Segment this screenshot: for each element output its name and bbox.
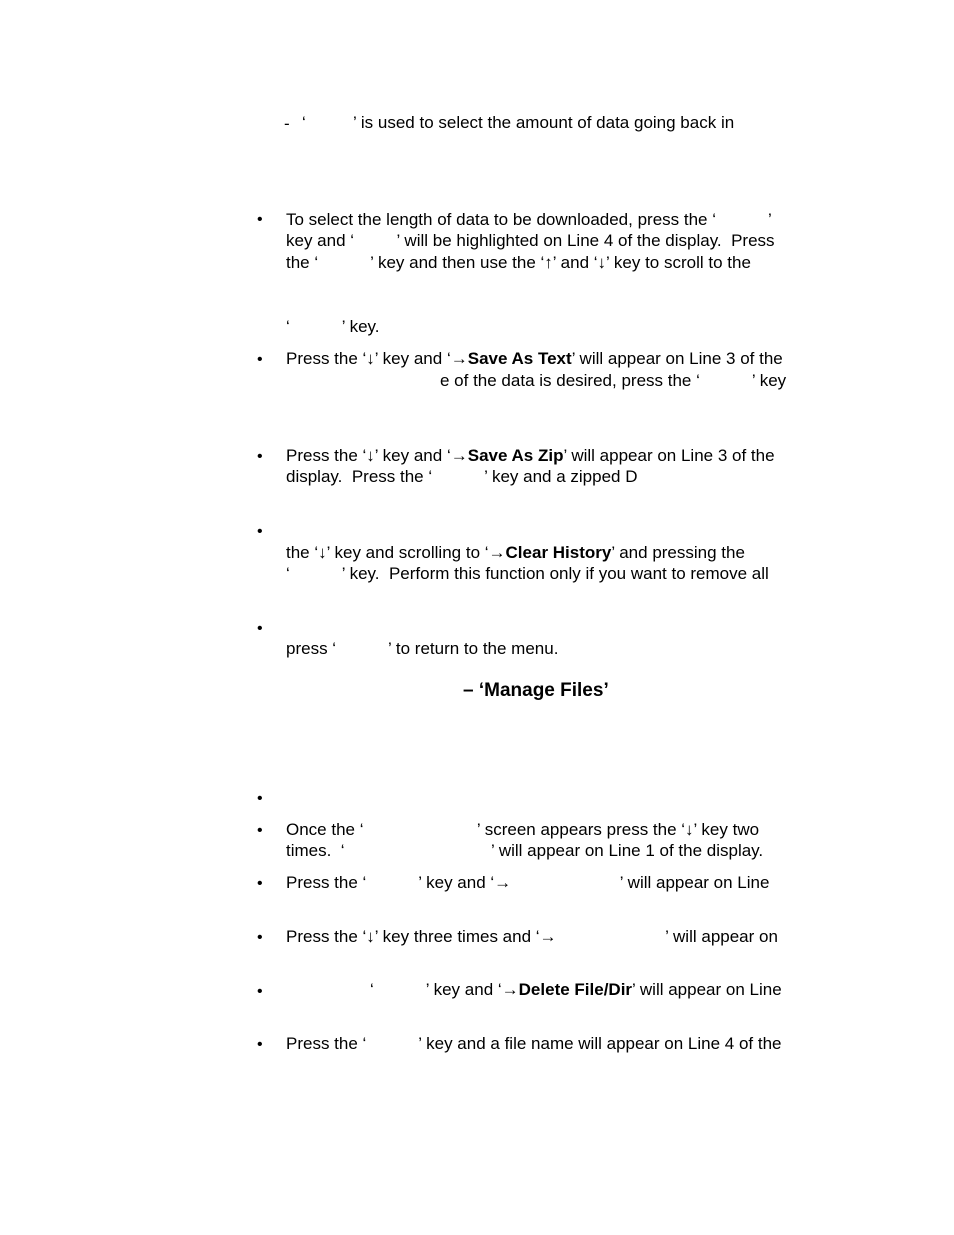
bullet-icon: • [257, 822, 263, 839]
text-line: key and ‘ ’ will be highlighted on Line 4 of the display. Press [286, 231, 775, 250]
text-line: ‘ ’ is used to select the amount of data going back in [302, 113, 735, 132]
text-line [370, 979, 782, 1000]
text-segment: ‘ ’ key and ‘→ [370, 980, 519, 999]
text-line: Press the ‘ ’ key and ‘→ ’ will appear on Line [286, 873, 770, 892]
bullet-icon: • [257, 875, 263, 892]
bullet-icon: • [257, 1036, 263, 1053]
section-heading: – ‘Manage Files’ [463, 680, 609, 701]
text-line: Once the ‘ ’ screen appears press the ‘↓’ key two [286, 820, 760, 839]
text-line [286, 445, 775, 466]
text-segment: ’ will appear on Line 3 of the [563, 446, 775, 465]
bullet-icon: • [257, 620, 263, 637]
text-line: ‘ ’ key. [286, 317, 380, 336]
text-line: e of the data is desired, press the ‘ ’ key [440, 371, 787, 390]
bullet-icon: • [257, 523, 263, 540]
text-segment: Press the ‘↓’ key and ‘→ [286, 349, 468, 368]
text-line [286, 542, 745, 563]
bullet-icon: • [257, 448, 263, 465]
text-line: press ‘ ’ to return to the menu. [286, 639, 559, 658]
text-segment: ’ will appear on Line 3 of the [571, 349, 783, 368]
list-dash: - [284, 114, 290, 133]
text-line: the ‘ ’ key and then use the ‘↑’ and ‘↓’ key to scroll to the [286, 253, 751, 272]
bullet-icon: • [257, 351, 263, 368]
bold-term: Delete File/Dir [518, 980, 633, 999]
bold-term: Save As Text [467, 349, 572, 368]
text-line: Press the ‘ ’ key and a file name will appear on Line 4 of the [286, 1034, 782, 1053]
bold-term: Clear History [505, 543, 612, 562]
text-segment: Press the ‘↓’ key and ‘→ [286, 446, 468, 465]
text-line [286, 348, 783, 369]
bullet-icon: • [257, 983, 263, 1000]
text-segment: the ‘↓’ key and scrolling to ‘→ [286, 543, 506, 562]
text-line: Press the ‘↓’ key three times and ‘→ ’ will appear on [286, 927, 778, 946]
text-line: times. ‘ ’ will appear on Line 1 of the display. [286, 841, 764, 860]
text-line: display. Press the ‘ ’ key and a zipped D [286, 467, 638, 486]
bullet-icon: • [257, 790, 263, 807]
bullet-icon: • [257, 211, 263, 228]
text-segment: ’ and pressing the [611, 543, 745, 562]
bold-term: Save As Zip [467, 446, 564, 465]
text-segment: ’ will appear on Line [632, 980, 782, 999]
text-line: To select the length of data to be downloaded, press the ‘ ’ [286, 210, 772, 229]
bullet-icon: • [257, 929, 263, 946]
text-line: ‘ ’ key. Perform this function only if you want to remove all [286, 564, 769, 583]
